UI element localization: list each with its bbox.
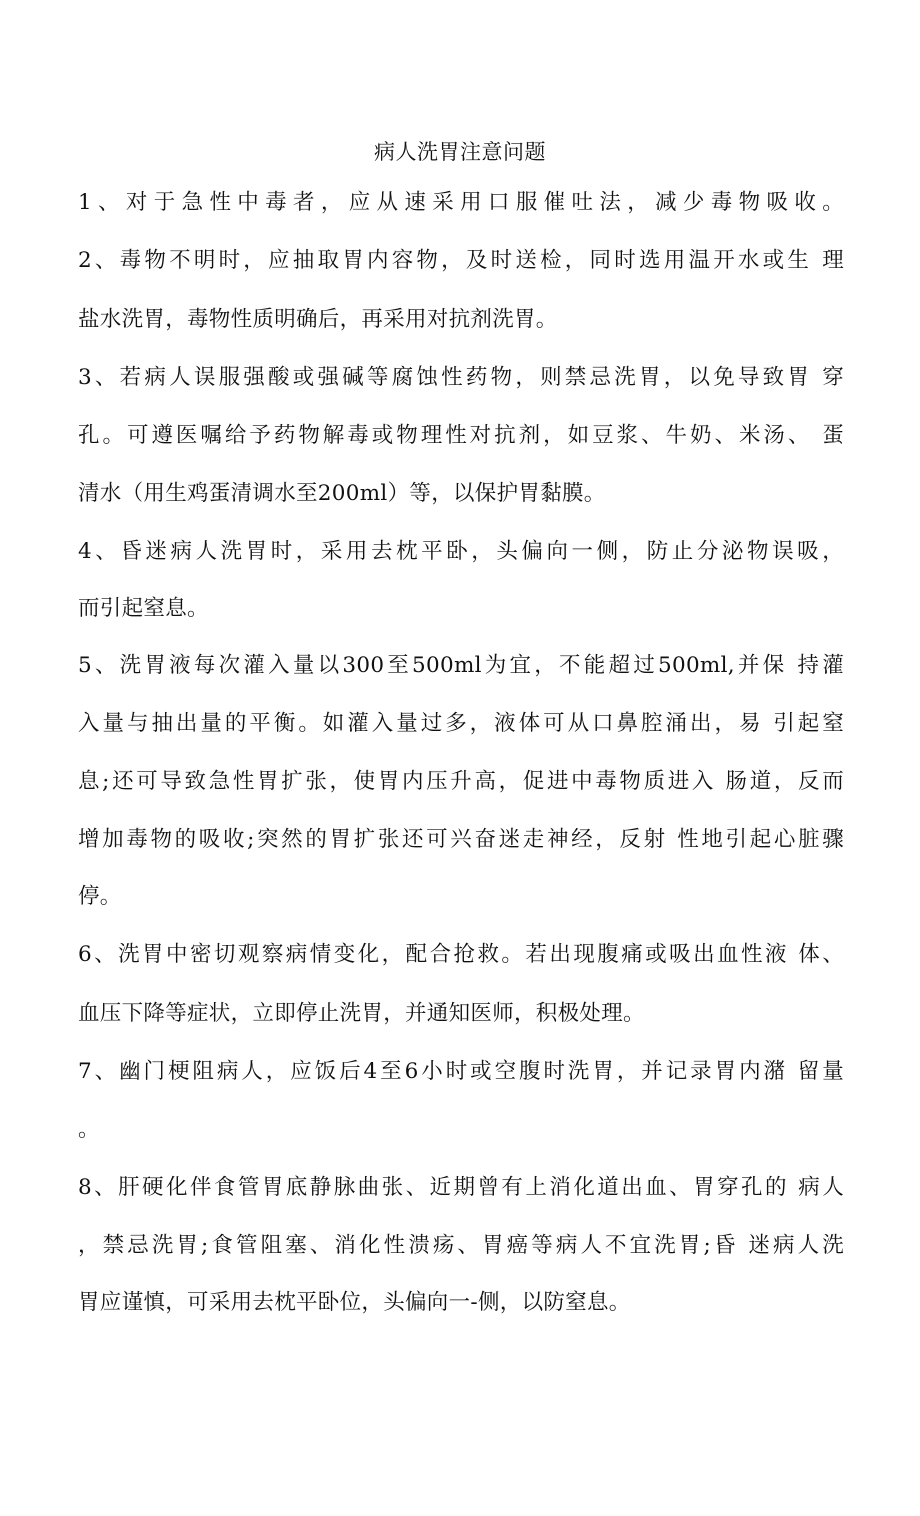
text-line-2: 2、毒物不明时，应抽取胃内容物，及时送检，同时选用温开水或生 理 <box>78 248 844 273</box>
text-line-8: 而引起窒息。 <box>78 596 209 621</box>
text-line-18: 8、肝硬化伴食管胃底静脉曲张、近期曾有上消化道出血、胃穿孔的 病人 <box>78 1175 844 1200</box>
text-line-5: 孔。可遵医嘱给予药物解毒或物理性对抗剂，如豆浆、牛奶、米汤、 蛋 <box>78 423 844 448</box>
text-line-12: 增加毒物的吸收;突然的胃扩张还可兴奋迷走神经，反射 性地引起心脏骤 <box>78 827 844 852</box>
text-line-1: 1、对于急性中毒者，应从速采用口服催吐法，减少毒物吸收。 <box>78 190 844 215</box>
text-line-19: ，禁忌洗胃;食管阻塞、消化性溃疡、胃癌等病人不宜洗胃;昏 迷病人洗 <box>78 1233 844 1258</box>
text-line-6: 清水（用生鸡蛋清调水至200ml）等，以保护胃黏膜。 <box>78 481 606 506</box>
text-line-4: 3、若病人误服强酸或强碱等腐蚀性药物，则禁忌洗胃，以免导致胃 穿 <box>78 365 844 390</box>
text-line-9: 5、洗胃液每次灌入量以300至500ml为宜，不能超过500ml,并保 持灌 <box>78 653 844 678</box>
text-line-17: 。 <box>78 1117 100 1142</box>
document-title: 病人洗胃注意问题 <box>374 140 546 164</box>
text-line-20: 胃应谨慎，可采用去枕平卧位，头偏向一-侧，以防窒息。 <box>78 1290 631 1315</box>
text-line-7: 4、昏迷病人洗胃时，采用去枕平卧，头偏向一侧，防止分泌物误吸， <box>78 539 844 564</box>
text-line-11: 息;还可导致急性胃扩张，使胃内压升高，促进中毒物质进入 肠道，反而 <box>78 769 844 794</box>
text-line-16: 7、幽门梗阻病人，应饭后4至6小时或空腹时洗胃，并记录胃内潴 留量 <box>78 1059 844 1084</box>
text-line-10: 入量与抽出量的平衡。如灌入量过多，液体可从口鼻腔涌出，易 引起窒 <box>78 711 844 736</box>
text-line-14: 6、洗胃中密切观察病情变化，配合抢救。若出现腹痛或吸出血性液 体、 <box>78 942 844 967</box>
text-line-15: 血压下降等症状，立即停止洗胃，并通知医师，积极处理。 <box>78 1001 645 1026</box>
text-line-13: 停。 <box>78 884 122 909</box>
text-line-3: 盐水洗胃，毒物性质明确后，再采用对抗剂洗胃。 <box>78 307 558 332</box>
